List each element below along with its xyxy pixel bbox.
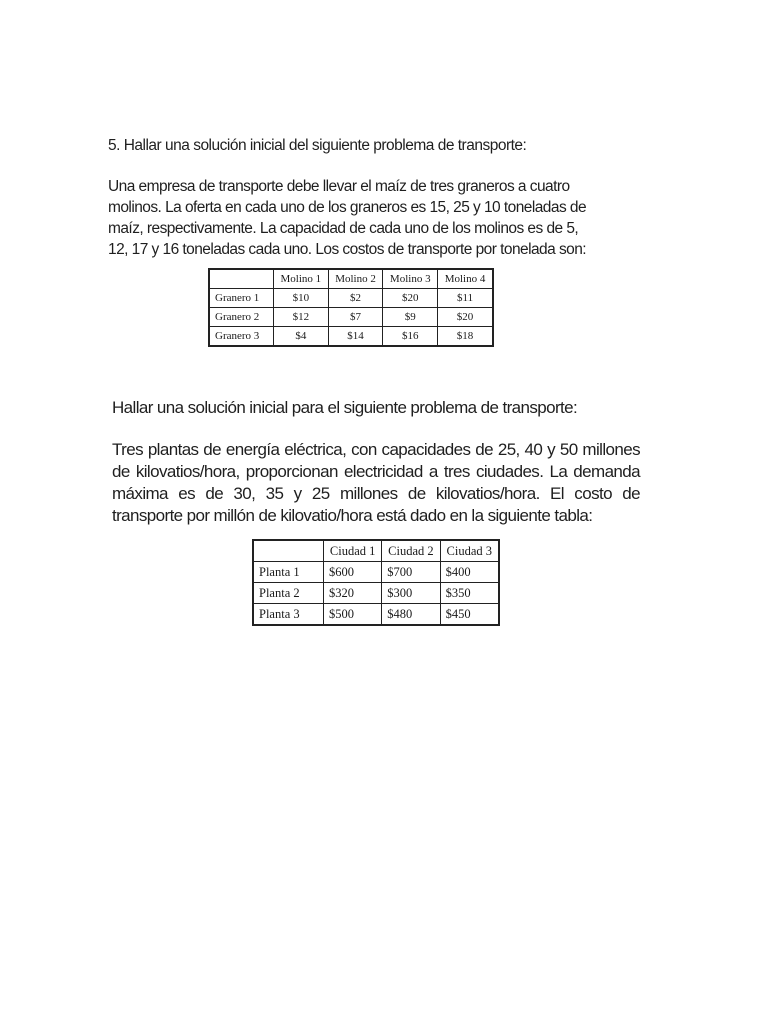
cost-cell: $16 xyxy=(383,327,438,347)
problem2-line: máxima es de 30, 35 y 25 millones de kilovatios/hora. El costo de xyxy=(112,484,640,503)
cost-cell: $14 xyxy=(328,327,383,347)
problem1-heading: 5. Hallar una solución inicial del siguiente problema de transporte: xyxy=(108,137,527,154)
granero-molino-cost-table xyxy=(208,268,494,347)
table-row xyxy=(209,308,493,327)
column-header: Molino 3 xyxy=(383,269,438,289)
cost-cell: $10 xyxy=(274,289,329,308)
problem1-line: 12, 17 y 16 toneladas cada uno. Los costos de transporte por tonelada son: xyxy=(108,241,587,258)
planta-ciudad-cost-table xyxy=(252,539,500,626)
cost-cell: $480 xyxy=(382,604,440,626)
cost-cell: $11 xyxy=(438,289,493,308)
column-header: Ciudad 1 xyxy=(324,540,382,562)
table-row xyxy=(209,327,493,347)
cost-cell: $450 xyxy=(440,604,499,626)
row-header: Planta 2 xyxy=(253,583,324,604)
cost-cell: $300 xyxy=(382,583,440,604)
cost-cell: $400 xyxy=(440,562,499,583)
table-row xyxy=(253,583,499,604)
column-header: Ciudad 2 xyxy=(382,540,440,562)
problem1-paragraph xyxy=(108,176,592,260)
table-header-row xyxy=(253,540,499,562)
corner-cell xyxy=(209,269,274,289)
problem2-line: Tres plantas de energía eléctrica, con capacidades de 25, 40 y 50 millones xyxy=(112,440,640,459)
problem2-line: de kilovatios/hora, proporcionan electricidad a tres ciudades. La demanda xyxy=(112,462,640,481)
problem1-line: maíz, respectivamente. La capacidad de cada uno de los molinos es de 5, xyxy=(108,220,579,237)
row-header: Granero 3 xyxy=(209,327,274,347)
cost-cell: $600 xyxy=(324,562,382,583)
table-row xyxy=(253,562,499,583)
cost-cell: $20 xyxy=(438,308,493,327)
cost-cell: $12 xyxy=(274,308,329,327)
cost-cell: $320 xyxy=(324,583,382,604)
row-header: Planta 3 xyxy=(253,604,324,626)
corner-cell xyxy=(253,540,324,562)
cost-cell: $350 xyxy=(440,583,499,604)
problem2-paragraph xyxy=(112,439,640,527)
table-row xyxy=(209,289,493,308)
table-row xyxy=(253,604,499,626)
problem1-line: Una empresa de transporte debe llevar el maíz de tres graneros a cuatro xyxy=(108,178,570,195)
column-header: Molino 1 xyxy=(274,269,329,289)
cost-cell: $2 xyxy=(328,289,383,308)
column-header: Molino 2 xyxy=(328,269,383,289)
row-header: Granero 2 xyxy=(209,308,274,327)
cost-cell: $4 xyxy=(274,327,329,347)
cost-cell: $700 xyxy=(382,562,440,583)
cost-cell: $7 xyxy=(328,308,383,327)
problem2-heading: Hallar una solución inicial para el siguiente problema de transporte: xyxy=(112,398,578,417)
problem1-line: molinos. La oferta en cada uno de los graneros es 15, 25 y 10 toneladas de xyxy=(108,199,587,216)
problem2-line: transporte por millón de kilovatio/hora está dado en la siguiente tabla: xyxy=(112,506,593,525)
cost-cell: $9 xyxy=(383,308,438,327)
cost-cell: $20 xyxy=(383,289,438,308)
table-header-row xyxy=(209,269,493,289)
row-header: Planta 1 xyxy=(253,562,324,583)
row-header: Granero 1 xyxy=(209,289,274,308)
cost-cell: $18 xyxy=(438,327,493,347)
column-header: Ciudad 3 xyxy=(440,540,499,562)
column-header: Molino 4 xyxy=(438,269,493,289)
cost-cell: $500 xyxy=(324,604,382,626)
